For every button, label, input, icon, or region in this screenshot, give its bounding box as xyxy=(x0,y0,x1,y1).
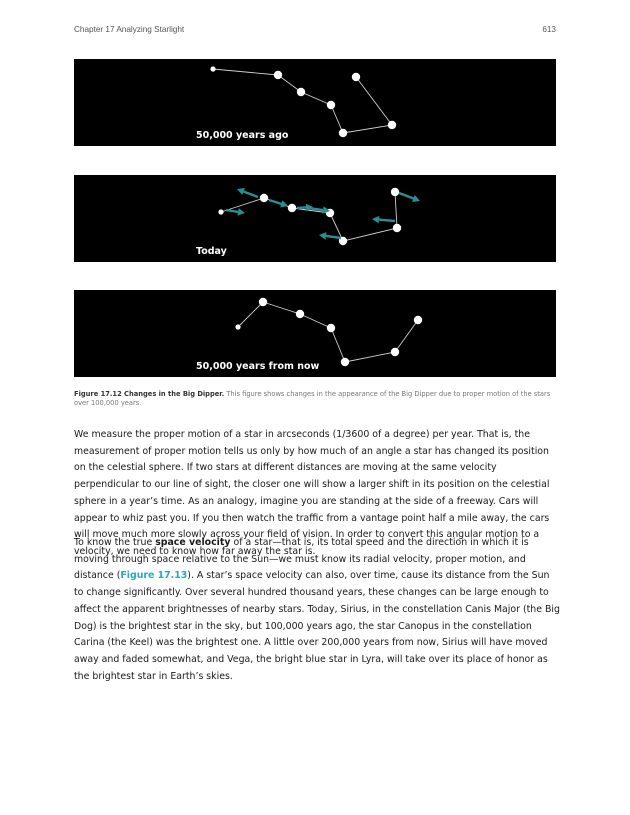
star-dot xyxy=(391,348,399,356)
constellation-line xyxy=(356,77,392,125)
paragraph-proper-motion: We measure the proper motion of a star in arcseconds (1/3600 of a degree) per year. That is, the measurement of proper motion tells us only by how much of an angle a star has changed its position on the celestial sphere. If two stars at different distances are moving at the same velocity perpendicular to our line of sight, the closer one will show a larger shift in its position on the celestial sphere in a year’s time. As an analogy, imagine you are standing at the side of a freeway. Cars will appear to whiz past you. If you then watch the traffic from a vantage point half a mile away, the cars will move much more slowly across your field of vision. In order to convert this angular motion to a velocity, we need to know how far away the star is. xyxy=(74,429,550,557)
key-term-space-velocity: space velocity xyxy=(155,537,231,548)
proper-motion-arrow xyxy=(237,188,258,197)
chapter-title: Chapter 17 Analyzing Starlight xyxy=(74,25,185,34)
star-dot xyxy=(393,224,401,232)
constellation-line xyxy=(345,352,395,362)
star-dot xyxy=(341,358,349,366)
star-dot xyxy=(414,316,422,324)
star-dot xyxy=(235,324,240,329)
figure-panel-future xyxy=(74,290,556,377)
star-dot xyxy=(288,204,296,212)
paragraph-space-velocity xyxy=(74,535,560,685)
proper-motion-arrow xyxy=(269,200,288,208)
constellation-line xyxy=(278,75,301,92)
constellation-line xyxy=(343,125,392,133)
star-dot xyxy=(296,310,304,318)
figure-caption xyxy=(74,390,558,408)
page-number: 613 xyxy=(542,25,556,34)
figure-caption-label: Figure 17.12 Changes in the Big Dipper. xyxy=(74,390,225,398)
page-header xyxy=(74,25,556,37)
star-dot xyxy=(210,66,215,71)
proper-motion-arrow xyxy=(319,232,341,240)
constellation-line xyxy=(395,320,418,352)
big-dipper-past-diagram xyxy=(74,59,556,146)
paragraph-text: of a star—that is, its total speed and the direction in which it is moving through space relative to the Sun—we must know its radial velocity, proper motion, and distance ( xyxy=(74,537,529,582)
star-dot xyxy=(260,194,268,202)
star-dot xyxy=(297,88,305,96)
constellation-line xyxy=(301,92,331,105)
panel-label-today: Today xyxy=(196,246,227,257)
star-dot xyxy=(218,209,223,214)
constellation-line xyxy=(213,69,278,75)
star-dot xyxy=(327,324,335,332)
panel-label-future: 50,000 years from now xyxy=(196,361,320,372)
constellation-line xyxy=(263,302,300,314)
star-dot xyxy=(274,71,282,79)
star-dot xyxy=(388,121,396,129)
panel-label-past: 50,000 years ago xyxy=(196,130,289,141)
big-dipper-today-diagram xyxy=(74,175,556,262)
constellation-line xyxy=(395,192,397,228)
constellation-line xyxy=(343,228,397,241)
star-dot xyxy=(339,129,347,137)
figure-caption-text: This figure shows changes in the appearance of the Big Dipper due to proper motion of the stars over 100,000 years. xyxy=(74,390,551,407)
proper-motion-arrow xyxy=(399,193,420,202)
paragraph-text: To know the true xyxy=(74,537,156,548)
star-dot xyxy=(352,73,360,81)
paragraph-text: ). A star’s space velocity can also, over time, cause its distance from the Sun to change significantly. Over several hundred thousand years, these changes can be large enough to affect the apparent brightnesses of nearby stars. Today, Sirius, in the constellation Canis Major (the Big Dog) is the brightest star in the sky, but 100,000 years ago, the star Canopus in the constellation Carina (the Keel) was the brightest one. A little over 200,000 years from now, Sirius will have moved away and faded somewhat, and Vega, the bright blue star in Lyra, will take over its place of honor as the brightest star in Earth’s skies. xyxy=(74,570,560,682)
figure-panel-past xyxy=(74,59,556,146)
figure-reference-link[interactable]: Figure 17.13 xyxy=(120,570,188,582)
figure-panel-today xyxy=(74,175,556,262)
star-dot xyxy=(259,298,267,306)
proper-motion-arrow xyxy=(372,216,395,224)
constellation-line xyxy=(331,105,343,133)
constellation-line xyxy=(238,302,263,327)
constellation-line xyxy=(331,328,345,362)
proper-motion-arrow xyxy=(226,208,245,216)
star-dot xyxy=(327,101,335,109)
constellation-line xyxy=(300,314,331,328)
star-dot xyxy=(391,188,399,196)
